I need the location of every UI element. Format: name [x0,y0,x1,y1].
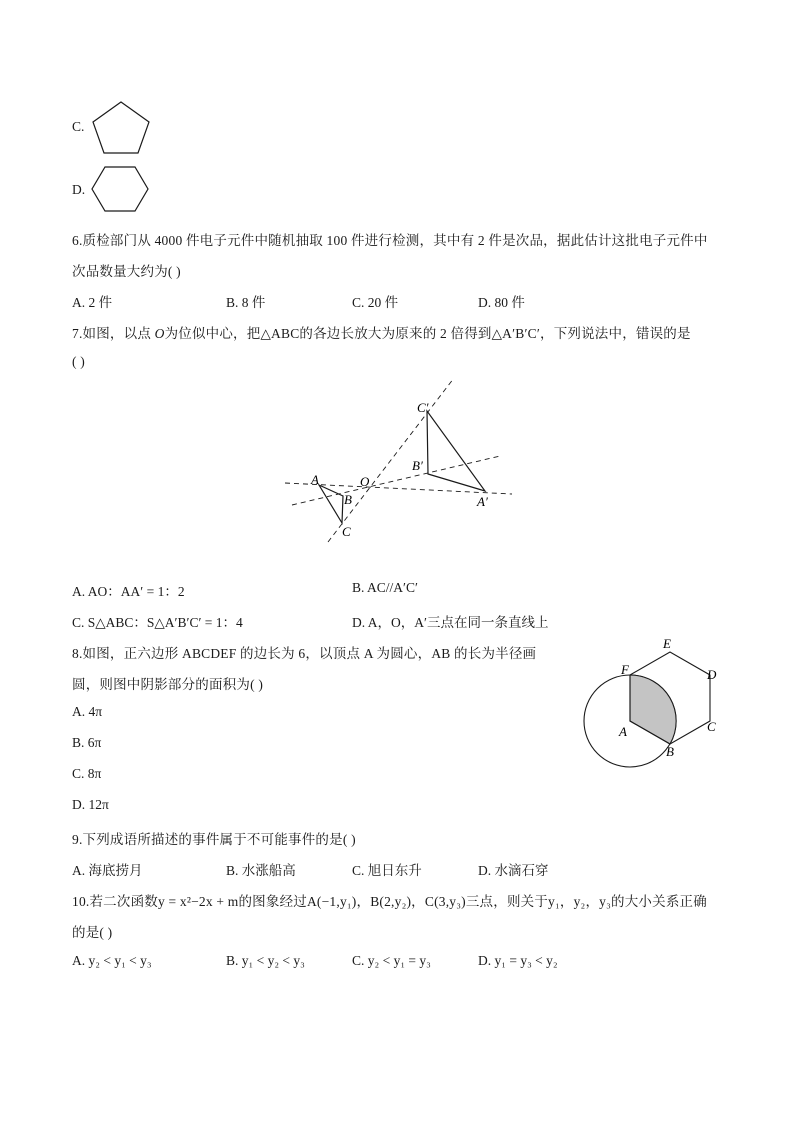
q7-stem-line2: ( ) [72,354,85,369]
q8-option-c: C. 8π [72,766,102,781]
q9-stem: 9.下列成语所描述的事件属于不可能事件的是( ) [72,832,356,847]
q10-option-b: B. y₁ < y₂ < y₃ [226,953,305,968]
label-b1: B′ [412,458,423,473]
label-c1: C′ [417,400,429,415]
q7-stem-text-a: 7.如图，以点 [72,326,155,341]
q10-stem-line2: 的是( ) [72,925,113,940]
dashed-line-c-c1 [328,378,454,542]
q7-stem-o: O [154,326,165,341]
q7-stem-text-b: 为位似中心，把△ABC的各边长放大为原来的 2 倍得到△A′B′C′，下列说法中，错误的是 [164,326,691,341]
hexagon-figure [88,162,154,216]
q10-option-c: C. y₂ < y₁ = y₃ [352,953,431,968]
homothety-figure [280,370,520,550]
hexagon-circle-figure [575,635,735,775]
q8-option-d: D. 12π [72,797,109,812]
label-f: F [621,662,629,677]
label-e: E [663,636,671,651]
q8-stem-line2: 圆，则图中阴影部分的面积为( ) [72,677,264,692]
triangle-a1b1c1 [427,411,485,491]
q9-option-b: B. 水涨船高 [226,863,296,878]
q9-option-a: A. 海底捞月 [72,863,143,878]
label-b-hex: B [666,744,674,759]
label-a-hex: A [619,724,627,739]
q6-stem-line1: 6.质检部门从 4000 件电子元件中随机抽取 100 件进行检测，其中有 2 件是次品，据此估计这批电子元件中 [72,233,708,248]
pentagon-figure [88,98,154,156]
label-c: C [342,524,351,539]
q9-option-d: D. 水滴石穿 [478,863,549,878]
q7-option-c: C. S△ABC：S△A′B′C′ = 1：4 [72,615,243,630]
label-c-hex: C [707,719,716,734]
q10-option-d: D. y₁ = y₃ < y₂ [478,953,558,968]
q6-option-c: C. 20 件 [352,295,399,310]
q6-option-b: B. 8 件 [226,295,266,310]
label-o: O [360,474,370,489]
q8-option-b: B. 6π [72,735,102,750]
q6-option-d: D. 80 件 [478,295,525,310]
q7-option-a: A. AO：AA′ = 1：2 [72,584,185,599]
q10-option-a: A. y₂ < y₁ < y₃ [72,953,152,968]
q6-stem-line2: 次品数量大约为( ) [72,264,181,279]
q7-option-d: D. A，O，A′三点在同一条直线上 [352,615,549,630]
q9-option-c: C. 旭日东升 [352,863,422,878]
label-d: D [707,667,717,682]
q10-stem-line1: 10.若二次函数y = x²−2x + m的图象经过A(−1,y₁)，B(2,y₂)，C(3,y₃)三点，则关于y₁，y₂，y₃的大小关系正确 [72,894,707,909]
q5-option-c-label: C. [72,119,85,134]
label-b: B [344,492,352,507]
label-a: A [311,472,319,487]
q6-option-a: A. 2 件 [72,295,113,310]
triangle-abc [319,485,343,523]
q5-option-d-label: D. [72,182,86,197]
q7-option-b: B. AC//A′C′ [352,580,418,595]
q8-option-a: A. 4π [72,704,103,719]
q8-stem-line1: 8.如图，正六边形 ABCDEF 的边长为 6，以顶点 A 为圆心，AB 的长为半径画 [72,646,537,661]
label-a1: A′ [477,494,488,509]
dashed-line-b-b1 [292,456,500,505]
q7-stem-line1 [72,322,691,342]
